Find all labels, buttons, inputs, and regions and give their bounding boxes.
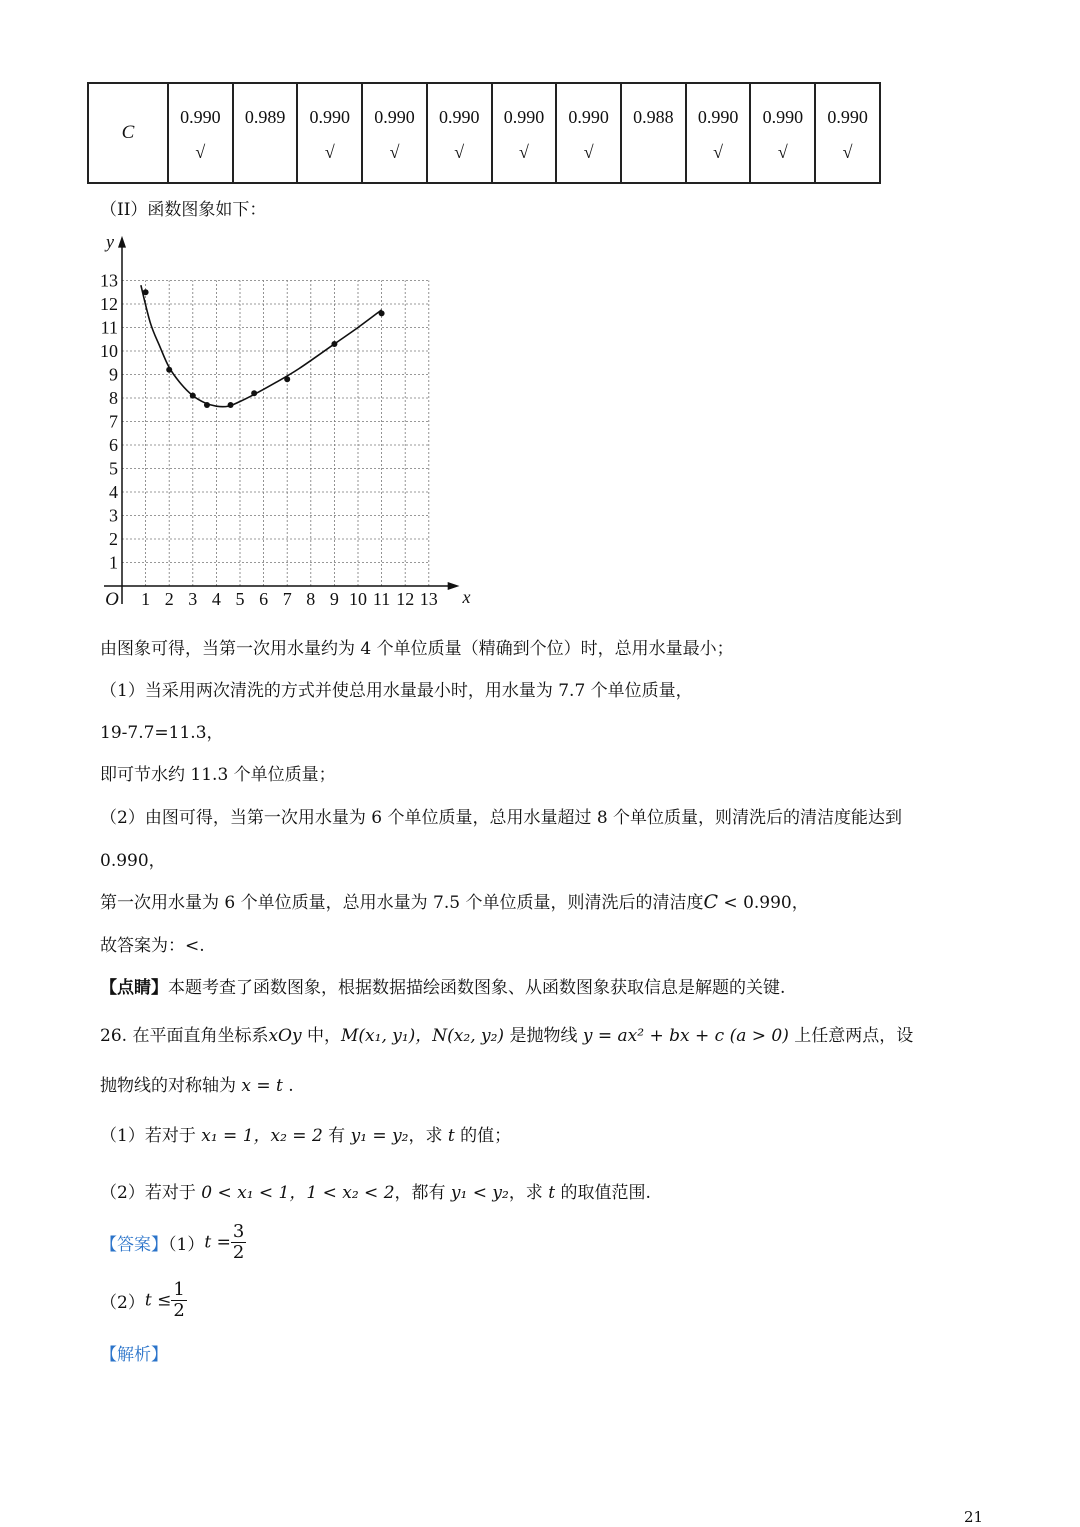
table-cell: 0.990 √ [750,83,815,183]
x-tick-label: 5 [235,589,245,609]
answer-part1-line: （1）当采用两次清洗的方式并使总用水量最小时，用水量为 7.7 个单位质量， [100,681,693,701]
x-axis-label: x [462,587,471,607]
data-point [284,376,290,382]
table-cell: 0.990 √ [686,83,751,183]
answer1-line: 【答案】（1）t = $\frac{3}{2}$ [100,1221,245,1263]
y-tick-label: 7 [109,411,118,432]
x-tick-label: 12 [396,589,415,609]
x-tick-label: 2 [164,589,174,609]
table-cell: 0.990 √ [168,83,233,183]
y-axis-arrow [118,236,126,248]
sub2-inequality: y₁ < y₂ [450,1183,509,1203]
row-label: C [88,83,168,183]
axis-text: 抛物线的对称轴为 [100,1076,242,1096]
y-tick-label: 11 [100,317,118,338]
x-tick-label: 6 [259,589,269,609]
q26-sub2: （2）若对于 0 < x₁ < 1，1 < x₂ < 2，都有 y₁ < y₂，求 t 的取值范围. [100,1183,651,1203]
table-row [88,83,880,183]
cleanliness-table [87,82,881,184]
y-tick-label: 5 [109,458,118,479]
x-tick-label: 10 [349,589,367,609]
calculation-line: 19-7.7=11.3， [100,723,224,743]
answer2-fraction: $\frac{1}{2}$ [173,1279,185,1321]
conclusion-line: 由图象可得，当第一次用水量约为 4 个单位质量（精确到个位）时，总用水量最小； [100,639,734,659]
q26-prefix: 26. 在平面直角坐标系 [100,1026,269,1046]
analysis-label: 【解析】 [100,1345,168,1365]
table-cell: 0.990 √ [815,83,880,183]
c-variable: C [703,891,719,913]
x-tick-label: 8 [306,589,316,609]
data-point [251,390,257,396]
y-tick-label: 6 [109,435,118,455]
q26-suffix: 上任意两点，设 [788,1026,914,1046]
answer2-var: t ≤ [144,1290,172,1311]
answer2-line: （2）t ≤ $\frac{1}{2}$ [100,1279,185,1321]
answer-part2-line: （2）由图可得，当第一次用水量为 6 个单位质量，总用水量超过 8 个单位质量，则清洗后的清洁度能达到 [100,808,903,828]
y-tick-label: 1 [109,552,118,573]
y-tick-label: 12 [100,294,118,314]
comparison-line [100,888,809,913]
sub2-condition: 0 < x₁ < 1，1 < x₂ < 2 [201,1183,395,1203]
y-tick-label: 10 [100,341,118,361]
x-tick-label: 9 [329,589,339,609]
coord-system: xOy [268,1026,302,1046]
comment-text: 本题考查了函数图象，根据数据描绘函数图象、从函数图象获取信息是解题的关键. [168,978,786,998]
data-point [331,341,337,347]
y-tick-label: 13 [100,270,118,291]
table-cell: 0.990 √ [427,83,492,183]
x-tick-label: 7 [282,589,292,609]
part2-heading: （II）函数图象如下： [100,200,267,220]
data-point [166,367,172,373]
q26-line2 [100,1071,294,1096]
table-cell: 0.989 [233,83,298,183]
y-tick-label: 4 [109,482,118,502]
sub1-equality: y₁ = y₂ [350,1126,409,1146]
parabola-equation: y = ax² + bx + c (a > 0) [582,1026,789,1046]
data-point [190,393,196,399]
final-answer-line: 故答案为：<. [100,936,205,956]
q26-line1 [100,1021,913,1046]
sub1-condition: x₁ = 1，x₂ = 2 [201,1126,323,1146]
y-tick-label: 8 [109,388,118,408]
function-graph [95,232,480,612]
x-tick-label: 3 [188,589,198,609]
table-cell: 0.990 √ [492,83,557,183]
origin-label: O [105,589,119,610]
points-mn: M(x₁, y₁)，N(x₂, y₂) [341,1026,505,1046]
table-cell: 0.990 √ [362,83,427,183]
comparison-text: 第一次用水量为 6 个单位质量，总用水量为 7.5 个单位质量，则清洗后的清洁度 [100,893,704,913]
data-point [379,310,385,316]
answer-part2-cont: 0.990， [100,851,166,871]
x-tick-label: 13 [419,589,438,609]
y-tick-label: 2 [109,529,118,549]
x-tick-label: 1 [141,589,151,609]
answer-label: 【答案】 [100,1235,168,1255]
fitted-curve [141,285,382,407]
answer1-fraction: $\frac{3}{2}$ [232,1221,245,1263]
saving-line: 即可节水约 11.3 个单位质量； [100,765,336,785]
y-axis-label: y [106,232,114,252]
q26-mid: 中， [301,1026,341,1046]
x-tick-label: 11 [372,589,391,609]
y-tick-label: 3 [109,505,118,526]
page-number: 21 [964,1508,984,1526]
data-point [143,289,149,295]
x-axis-arrow [448,582,460,590]
data-point [228,402,234,408]
comment-label: 【点睛】 [100,978,168,998]
comment-line [100,973,785,998]
y-tick-label: 9 [109,364,118,385]
table-cell: 0.990 √ [556,83,621,183]
table-cell: 0.988 [621,83,686,183]
axis-end: . [282,1076,294,1096]
data-point [204,402,210,408]
axis-equation: x = t [241,1076,283,1096]
q26-sub1: （1）若对于 x₁ = 1，x₂ = 2 有 y₁ = y₂，求 t 的值； [100,1126,512,1146]
x-tick-label: 4 [211,589,221,609]
comparison-value: < 0.990， [718,893,809,913]
q26-parabola-text: 是抛物线 [504,1026,583,1046]
answer1-var: t = [204,1232,231,1253]
table-cell: 0.990 √ [297,83,362,183]
